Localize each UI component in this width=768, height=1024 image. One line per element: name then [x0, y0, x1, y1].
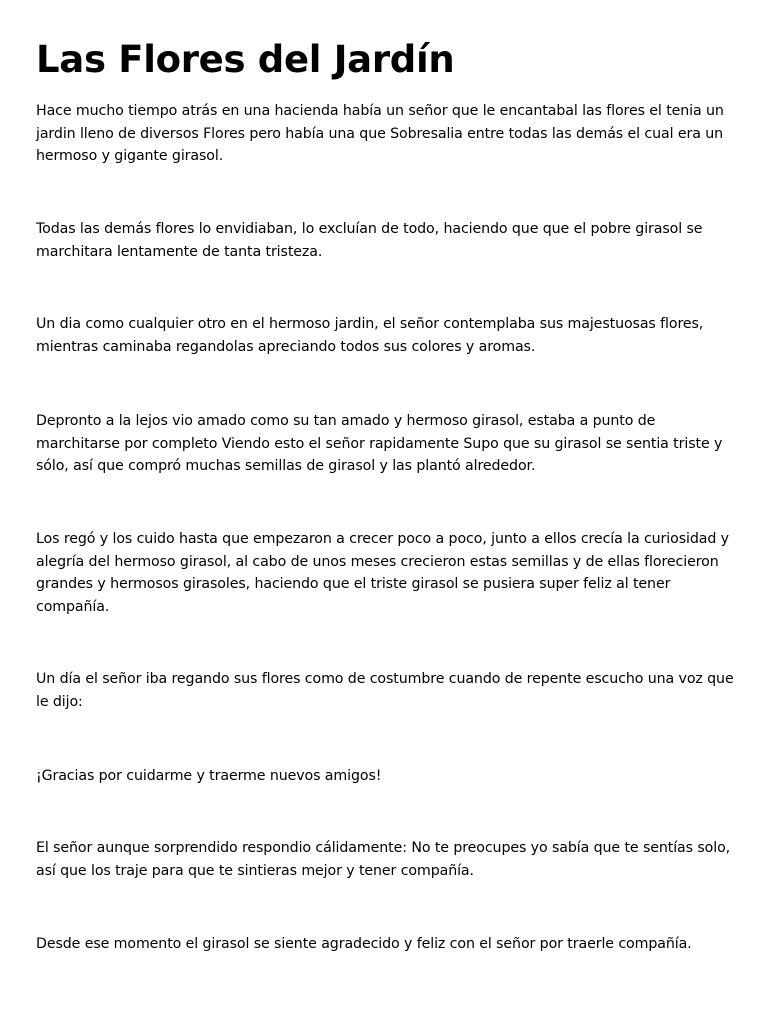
document-title: Las Flores del Jardín [36, 38, 455, 81]
paragraph-5: Los regó y los cuido hasta que empezaron a crecer poco a poco, junto a ellos crecía la curiosidad y alegría del hermoso girasol, al cabo de unos meses crecieron estas semillas y de ellas florecieron grandes y hermosos girasoles, haciendo que el triste girasol se pusiera super feliz al tener compañía. [36, 531, 729, 615]
paragraph-4: Depronto a la lejos vio amado como su tan amado y hermoso girasol, estaba a punto de marchitarse por completo Viendo esto el señor rapidamente Supo que su girasol se sentia triste y sólo, así que compró muchas semillas de girasol y las plantó alrededor. [36, 413, 723, 474]
paragraph-1: Hace mucho tiempo atrás en una hacienda había un señor que le encantabal las flores el tenia un jardin lleno de diversos Flores pero había una que Sobresalia entre todas las demás el cual era un hermoso y gigante girasol. [36, 103, 724, 164]
paragraph-9: Desde ese momento el girasol se siente agradecido y feliz con el señor por traerle compañía. [36, 936, 692, 952]
paragraph-3: Un dia como cualquier otro en el hermoso jardin, el señor contemplaba sus majestuosas flores, mientras caminaba regandolas apreciando todos sus colores y aromas. [36, 316, 704, 355]
paragraph-2: Todas las demás flores lo envidiaban, lo excluían de todo, haciendo que que el pobre girasol se marchitara lentamente de tanta tristeza. [36, 221, 703, 260]
paragraph-7: ¡Gracias por cuidarme y traerme nuevos amigos! [36, 768, 382, 784]
paragraph-8: El señor aunque sorprendido respondio cálidamente: No te preocupes yo sabía que te sentías solo, así que los traje para que te sintieras mejor y tener compañía. [36, 840, 731, 879]
paragraph-6: Un día el señor iba regando sus flores como de costumbre cuando de repente escucho una voz que le dijo: [36, 671, 734, 710]
